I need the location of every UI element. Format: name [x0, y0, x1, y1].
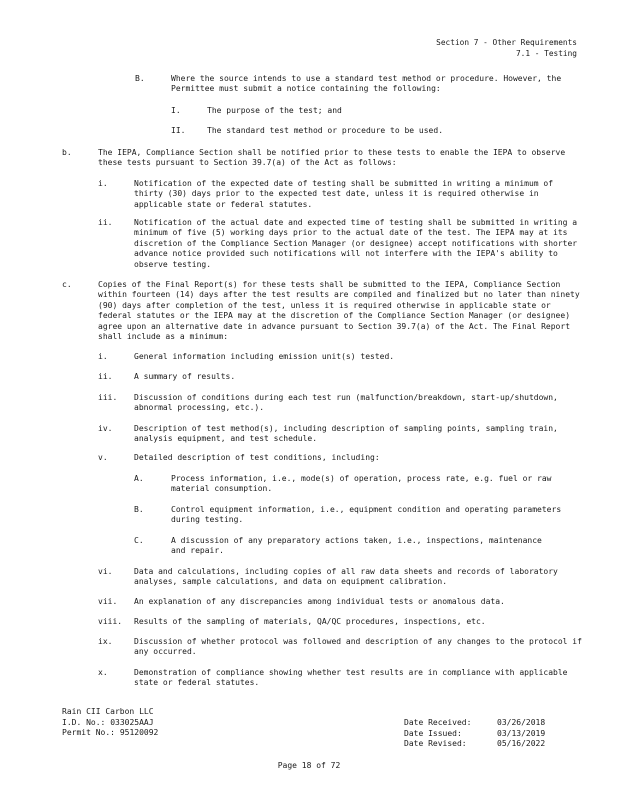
list-item-label: i. [98, 179, 108, 188]
header-line-1: Section 7 - Other Requirements [436, 38, 577, 47]
list-item-text: Discussion of whether protocol was followed and description of any changes to the protocol if any occurred. [134, 637, 587, 657]
section-b-label: b. [62, 148, 72, 157]
list-item-text: Results of the sampling of materials, QA/QC procedures, inspections, etc. [134, 617, 486, 626]
subitem-text: The standard test method or procedure to be used. [207, 126, 444, 135]
date-revised-row [404, 739, 545, 750]
list-item-label: v. [98, 453, 108, 462]
date-received-row [404, 718, 545, 729]
company-name: Rain CII Carbon LLC [62, 707, 154, 716]
list-item-text: A summary of results. [134, 372, 236, 381]
date-revised-label: Date Revised: [404, 739, 467, 749]
list-item-label: vi. [98, 567, 113, 576]
permit-number-row [62, 728, 158, 739]
footer-company-info [62, 707, 158, 739]
list-item-label: ii. [98, 218, 113, 227]
list-item-text: An explanation of any discrepancies among individual tests or anomalous data. [134, 597, 505, 606]
header-line-2: 7.1 - Testing [515, 48, 577, 58]
list-item-label: vii. [98, 597, 118, 606]
list-item-text: Notification of the expected date of testing shall be submitted in writing a minimum of thirty (30) days prior to the expected test date, unless it is required otherwise in applicable state or federal statutes. [134, 179, 558, 209]
section-c-label: c. [62, 280, 72, 289]
subitem-label: B. [134, 505, 144, 514]
date-issued-value: 03/13/2019 [497, 728, 546, 738]
item-text: Where the source intends to use a standard test method or procedure. However, the Permittee must submit a notice containing the following: [171, 74, 566, 94]
list-item-label: x. [98, 668, 108, 677]
list-item-text: Description of test method(s), including description of sampling points, sampling train, analysis equipment, and test schedule. [134, 424, 563, 444]
list-item-label: iv. [98, 424, 113, 433]
list-item-text: Detailed description of test conditions, including: [134, 453, 380, 462]
subitem-label: I. [171, 106, 181, 115]
list-item-text: General information including emission unit(s) tested. [134, 352, 395, 361]
date-issued-label: Date Issued: [404, 728, 462, 738]
date-received-label: Date Received: [404, 718, 472, 727]
list-item-text: Notification of the actual date and expected time of testing shall be submitted in writing a minimum of five (5) working days prior to the actual date of the test. The IEPA may at its discretion of the Compliance Section Manager (or designee) accept notifications with shorter advance notice provided such notifications will not interfere with the IEPA's ability to observe testing. [134, 218, 582, 269]
subitem-label: II. [171, 126, 186, 135]
permit-label: Permit No.: [62, 728, 115, 738]
list-item-text: Data and calculations, including copies of all raw data sheets and records of laboratory analyses, sample calculations, and data on equipment calibration. [134, 567, 563, 587]
subitem-label: C. [134, 536, 144, 545]
subitem-text: The purpose of the test; and [207, 106, 342, 115]
footer-dates [404, 718, 545, 750]
subitem-text: A discussion of any preparatory actions taken, i.e., inspections, maintenance and repair. [171, 536, 547, 556]
section-c-text: Copies of the Final Report(s) for these tests shall be submitted to the IEPA, Compliance Section within fourteen (14) days after the test results are compiled and finalized but no later than ninety (90) days after completion of the test, unless it is required otherwise in applicable state or federal statutes or the IEPA may at the discretion of the Compliance Section Manager (or designee) agree upon an alternative date in advance pursuant to Section 39.7(a) of the Act. The Final Report shall include as a minimum: [98, 280, 585, 342]
list-item-label: i. [98, 352, 108, 361]
permit-value: 95120092 [119, 728, 159, 738]
date-revised-value: 05/16/2022 [497, 739, 546, 749]
list-item-label: ix. [98, 637, 113, 646]
id-value: 033025AAJ [110, 717, 154, 727]
section-header [436, 38, 577, 59]
subitem-text: Process information, i.e., mode(s) of operation, process rate, e.g. fuel or raw material consumption. [171, 474, 557, 494]
list-item-text: Discussion of conditions during each test run (malfunction/breakdown, start-up/shutdown, abnormal processing, etc.). [134, 393, 563, 413]
item-label: B. [135, 74, 145, 83]
subitem-text: Control equipment information, i.e., equipment condition and operating parameters during testing. [171, 505, 566, 525]
date-received-value: 03/26/2018 [497, 718, 546, 727]
date-issued-row [404, 729, 545, 740]
list-item-label: ii. [98, 372, 113, 381]
subitem-label: A. [134, 474, 144, 483]
list-item-text: Demonstration of compliance showing whether test results are in compliance with applicable state or federal statutes. [134, 668, 573, 688]
list-item-label: iii. [98, 393, 118, 402]
list-item-label: viii. [98, 617, 123, 626]
section-b-text: The IEPA, Compliance Section shall be notified prior to these tests to enable the IEPA to observe these tests pursuant to Section 39.7(a) of the Act as follows: [98, 148, 571, 168]
id-label: I.D. No.: [62, 717, 106, 727]
id-number-row [62, 718, 158, 729]
page-number: Page 18 of 72 [277, 761, 341, 770]
